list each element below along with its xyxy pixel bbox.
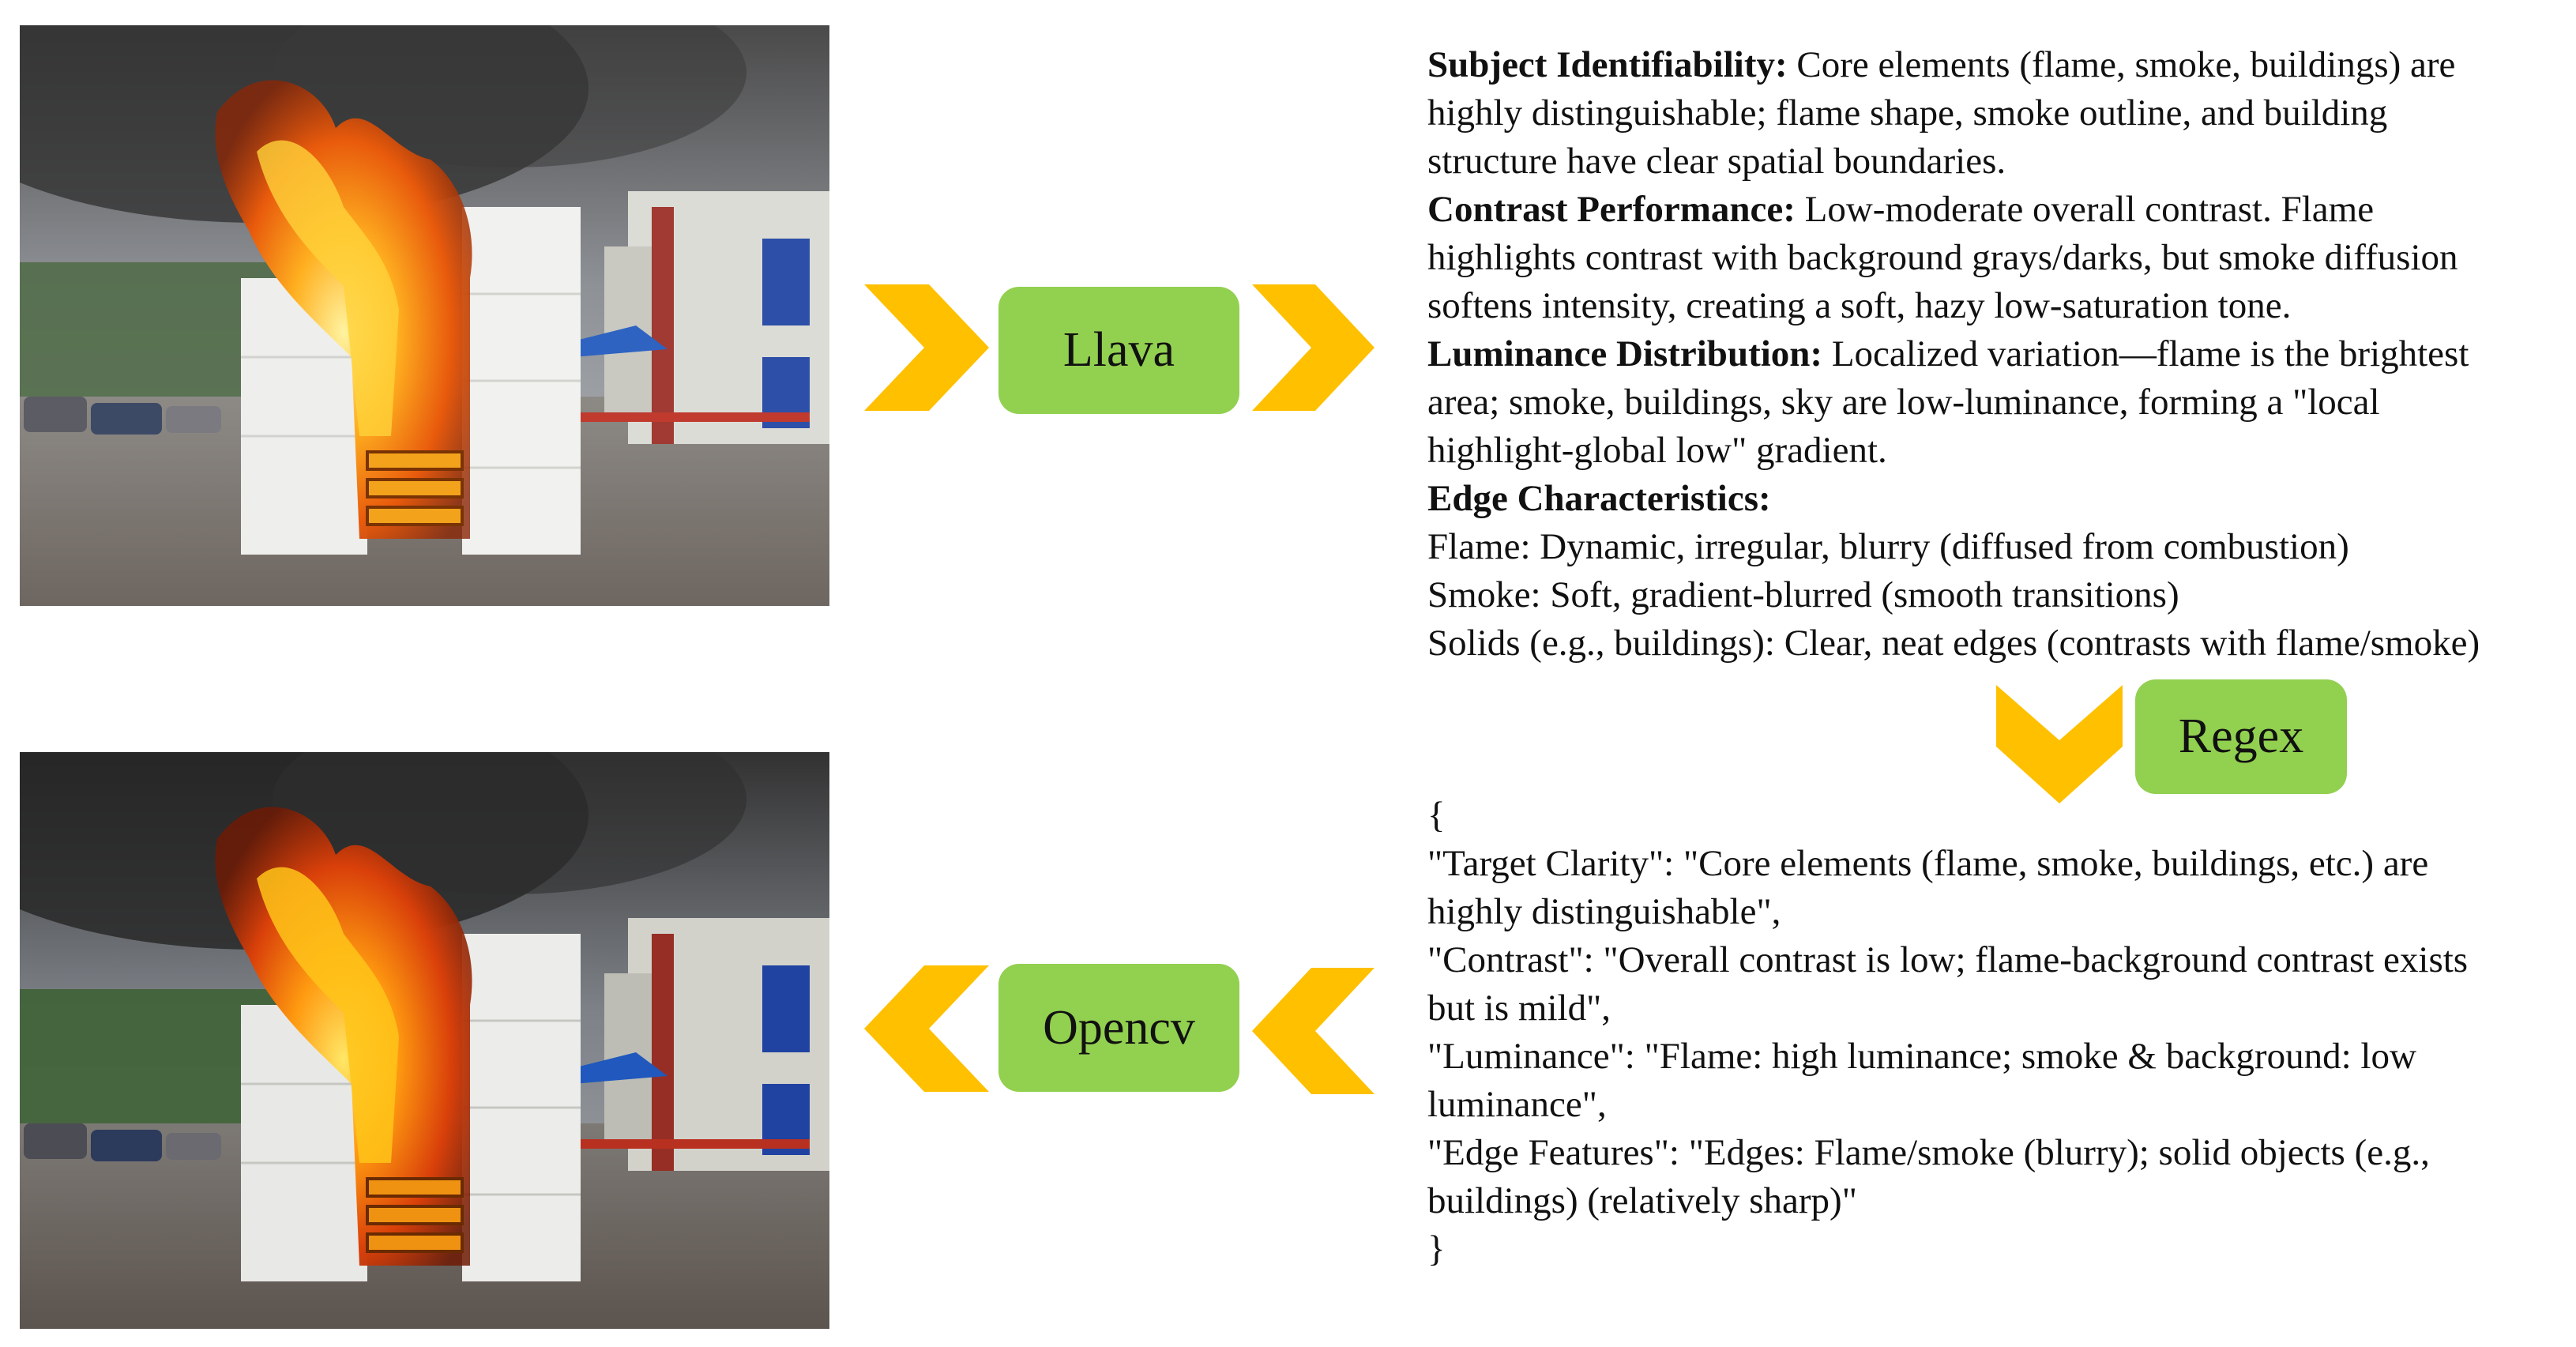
luminance-line-3: highlight-global low" gradient. (1427, 430, 1887, 471)
luminance-line-1 (1427, 330, 2480, 378)
contrast-text-1: Low-moderate overall contrast. Flame (1795, 189, 2375, 230)
original-fire-image (20, 25, 829, 606)
json-line-6: luminance", (1427, 1084, 1607, 1125)
json-line-7: "Edge Features": "Edges: Flame/smoke (blurry); solid objects (e.g., (1427, 1132, 2430, 1173)
contrast-line-3: softens intensity, creating a soft, hazy low-saturation tone. (1427, 285, 2292, 326)
edge-smoke: Smoke: Soft, gradient-blurred (smooth transitions) (1427, 574, 2179, 615)
luminance-line-2: area; smoke, buildings, sky are low-luminance, forming a "local (1427, 382, 2380, 423)
opencv-step (998, 964, 1239, 1092)
luminance-heading: Luminance Distribution: (1427, 333, 1823, 374)
contrast-line-2: highlights contrast with background grays/darks, but smoke diffusion (1427, 237, 2458, 278)
chevron-down-icon (1996, 685, 2123, 803)
json-line-5: "Luminance": "Flame: high luminance; smoke & background: low (1427, 1036, 2416, 1077)
regex-label: Regex (2178, 709, 2304, 763)
llava-description (1427, 41, 2480, 668)
edge-solids: Solids (e.g., buildings): Clear, neat edges (contrasts with flame/smoke) (1427, 623, 2480, 664)
opencv-label: Opencv (1043, 1000, 1195, 1055)
json-line-4: but is mild", (1427, 988, 1611, 1029)
edge-heading: Edge Characteristics: (1427, 478, 1771, 519)
subject-heading: Subject Identifiability: (1427, 44, 1788, 85)
subject-line-3: structure have clear spatial boundaries. (1427, 141, 2006, 182)
chevron-left-icon (864, 965, 989, 1092)
json-line-3: "Contrast": "Overall contrast is low; flame-background contrast exists (1427, 939, 2469, 980)
llava-label: Llava (1062, 323, 1175, 377)
subject-line-1 (1427, 41, 2480, 89)
chevron-right-icon (864, 284, 989, 411)
contrast-line-1 (1427, 186, 2480, 234)
json-line-2: highly distinguishable", (1427, 891, 1781, 932)
subject-line-2: highly distinguishable; flame shape, smoke outline, and building (1427, 92, 2388, 134)
json-close-brace: } (1427, 1228, 1446, 1270)
contrast-heading: Contrast Performance: (1427, 189, 1796, 230)
json-open-brace: { (1427, 795, 1446, 836)
regex-step (2135, 679, 2347, 794)
edge-flame: Flame: Dynamic, irregular, blurry (diffused from combustion) (1427, 526, 2349, 567)
json-line-1: "Target Clarity": "Core elements (flame, smoke, buildings, etc.) are (1427, 843, 2429, 884)
chevron-right-icon (1252, 284, 1374, 411)
processed-fire-image (20, 752, 829, 1329)
llava-step (998, 287, 1239, 414)
json-line-8: buildings) (relatively sharp)" (1427, 1180, 1857, 1221)
luminance-text-1: Localized variation—flame is the brightest (1822, 333, 2469, 374)
regex-json-output (1427, 792, 2468, 1274)
chevron-left-icon (1252, 968, 1374, 1094)
subject-text-1: Core elements (flame, smoke, buildings) are (1787, 44, 2456, 85)
